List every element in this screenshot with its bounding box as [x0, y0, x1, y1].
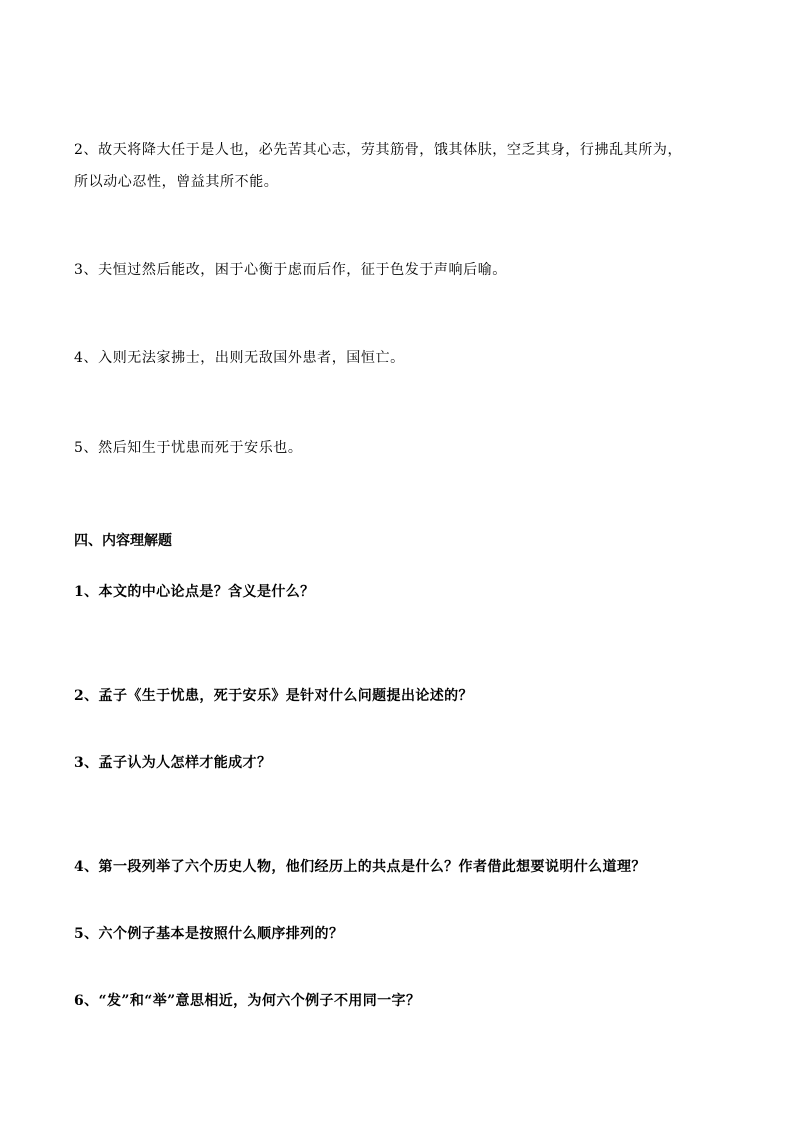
translation-item-3: 3、夫恒过然后能改，困于心衡于虑而后作，征于色发于声响后喻。 — [74, 262, 507, 278]
question-6: 6、“发”和“举”意思相近，为何六个例子不用同一字？ — [74, 993, 421, 1009]
question-1: 1、本文的中心论点是？含义是什么？ — [74, 584, 315, 600]
question-5: 5、六个例子基本是按照什么顺序排列的？ — [74, 926, 344, 942]
translation-item-2-line-1: 2、故天将降大任于是人也，必先苦其心志，劳其筋骨，饿其体肤，空乏其身，行拂乱其所为， — [74, 142, 683, 158]
translation-item-4: 4、入则无法家拂士，出则无敌国外患者，国恒亡。 — [74, 350, 405, 366]
translation-item-2-line-2: 所以动心忍性，曾益其所不能。 — [74, 174, 279, 190]
section-heading: 四、内容理解题 — [74, 533, 172, 549]
question-4: 4、第一段列举了六个历史人物，他们经历上的共点是什么？作者借此想要说明什么道理？ — [74, 859, 646, 875]
translation-item-5: 5、然后知生于忧患而死于安乐也。 — [74, 440, 303, 456]
question-3: 3、孟子认为人怎样才能成才？ — [74, 755, 272, 771]
question-2: 2、孟子《生于忧患，死于安乐》是针对什么问题提出论述的？ — [74, 688, 473, 704]
